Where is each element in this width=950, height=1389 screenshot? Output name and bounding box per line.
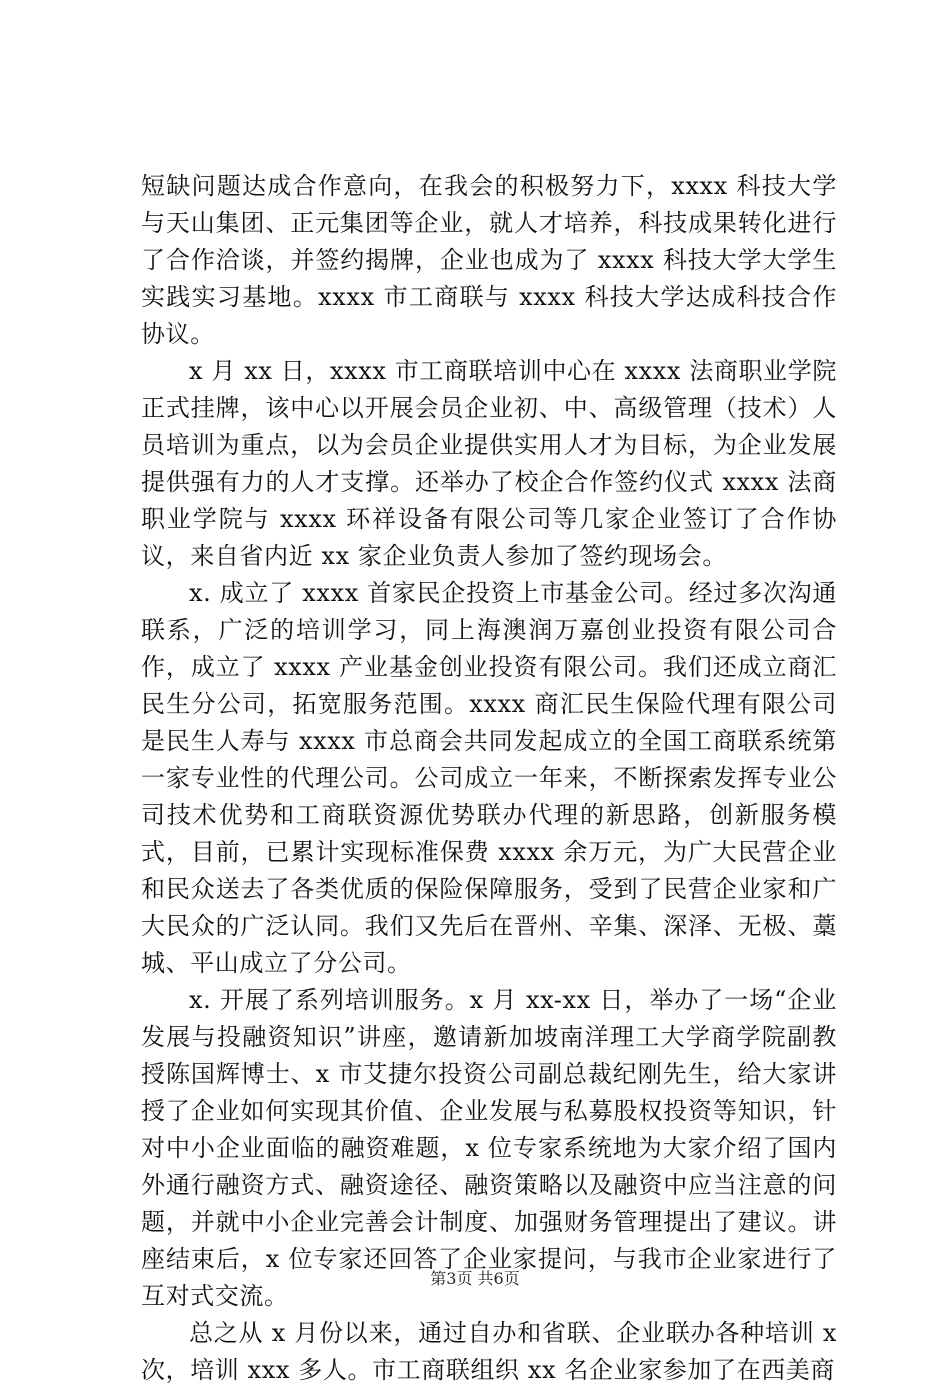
paragraph-training-center: x 月 xx 日，xxxx 市工商联培训中心在 xxxx 法商职业学院正式挂牌，该中心以开展会员企业初、中、高级管理（技术）人员培训为重点，以为会员企业提供实用人才为目标，为企业发展提供强有力的人才支撑。还举办了校企合作签约仪式 xxxx 法商职业学院与 xxxx 环祥设备有限公司等几家企业签订了合作协议，来自省内近 xx 家企业负责人参加了签约现场会。	[141, 357, 837, 570]
paragraph-investment-fund: x. 成立了 xxxx 首家民企投资上市基金公司。经过多次沟通联系，广泛的培训学习，同上海澳润万嘉创业投资有限公司合作，成立了 xxxx 产业基金创业投资有限公司。我们还成立商汇民生分公司，拓宽服务范围。xxxx 商汇民生保险代理有限公司是民生人寿与 xxxx 市总商会共同发起成立的全国工商联系统第一家专业性的代理公司。公司成立一年来，不断探索发挥专业公司技术优势和工商联资源优势联办代理的新思路，创新服务模式，目前，已累计实现标准保费 xxxx 余万元，为广大民营企业和民众送去了各类优质的保险保障服务，受到了民营企业家和广大民众的广泛认同。我们又先后在晋州、辛集、深泽、无极、藁城、平山成立了分公司。	[141, 579, 837, 977]
page-number-footer: 第3页 共6页	[430, 1269, 520, 1288]
document-body	[141, 168, 837, 1389]
paragraph-continuation: 短缺问题达成合作意向，在我会的积极努力下，xxxx 科技大学与天山集团、正元集团等企业，就人才培养，科技成果转化进行了合作洽谈，并签约揭牌，企业也成为了 xxxx 科技大学大学生实践实习基地。xxxx 市工商联与 xxxx 科技大学达成科技合作协议。	[141, 172, 837, 348]
paragraph-training-services: x. 开展了系列培训服务。x 月 xx-xx 日，举办了一场“企业发展与投融资知识”讲座，邀请新加坡南洋理工大学商学院副教授陈国辉博士、x 市艾捷尔投资公司副总裁纪刚先生，给大家讲授了企业如何实现其价值、企业发展与私募股权投资等知识，针对中小企业面临的融资难题，x 位专家系统地为大家介绍了国内外通行融资方式、融资途径、融资策略以及融资中应当注意的问题，并就中小企业完善会计制度、加强财务管理提出了建议。讲座结束后，x 位专家还回答了企业家提问，与我市企业家进行了互对式交流。	[141, 986, 837, 1310]
paragraph-summary: 总之从 x 月份以来，通过自办和省联、企业联办各种培训 x 次，培训 xxx 多人。市工商联组织 xx 名企业家参加了在西美商	[141, 1319, 837, 1384]
